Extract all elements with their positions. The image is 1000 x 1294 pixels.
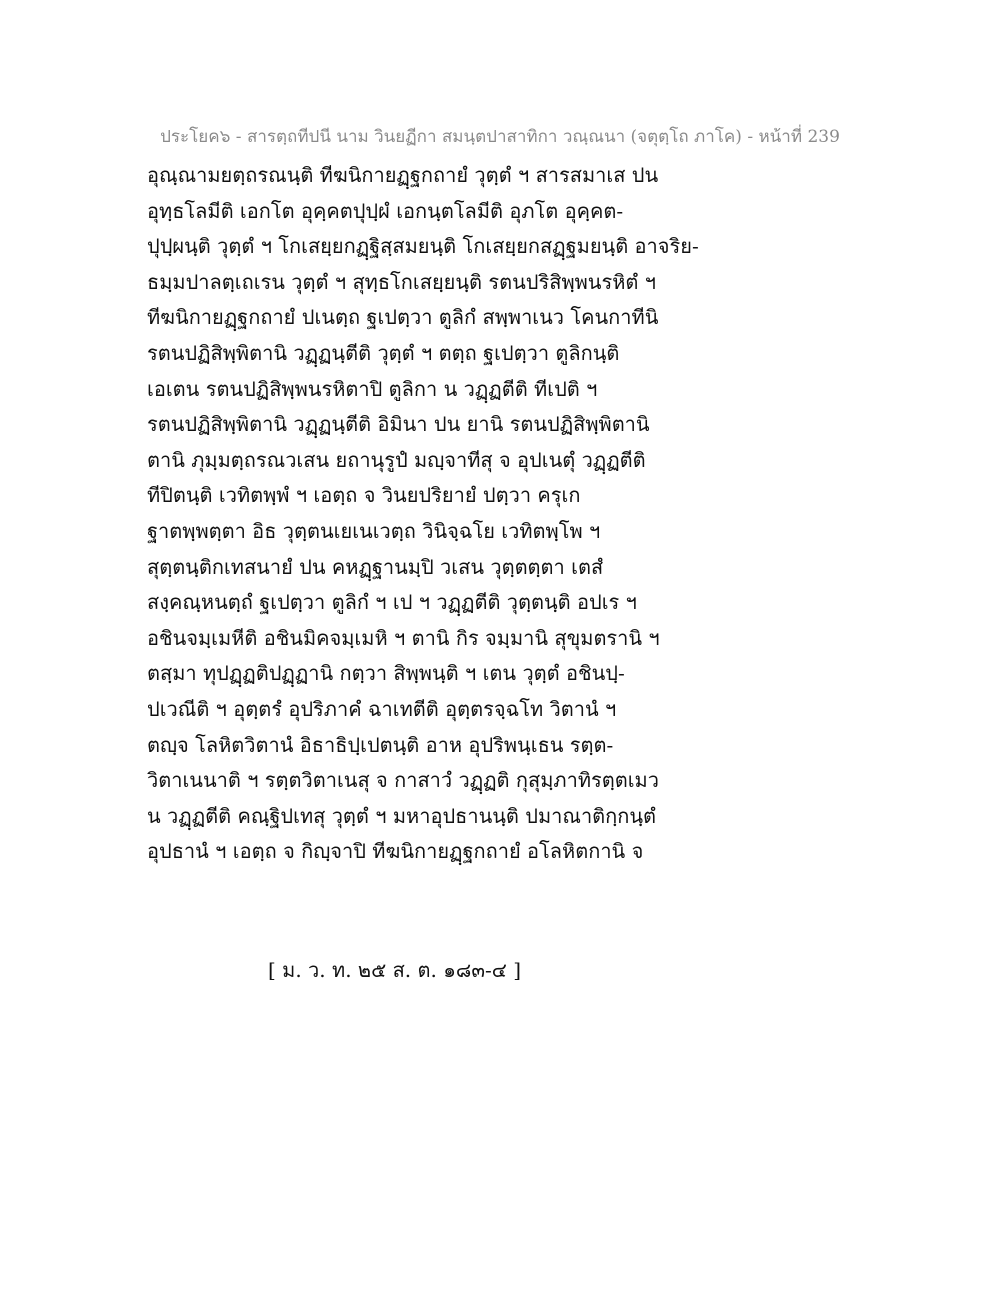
text-line: ปเวณีติ ฯ อุตฺตรํ อุปริภาคํ ฉาเทตีติ อุตฺตรจฺฉโท วิตานํ ฯ: [147, 696, 617, 721]
text-line: ทีฆนิกายฏฺฐกถายํ ปเนตฺถ ฐเปตฺวา ตูลิกํ สพฺพาเนว โคนกาทีนิ: [147, 305, 659, 330]
running-header: ประโยค๖ - สารตฺถทีปนี นาม วินยฏีกา สมนฺตปาสาทิกา วณฺณนา (จตุตฺโถ ภาโค) - หน้าที่ 239: [160, 127, 840, 147]
text-line: วิตาเนนาติ ฯ รตฺตวิตาเนสุ จ กาสาวํ วฏฺฏติ กุสุมฺภาทิรตฺตเมว: [147, 768, 659, 793]
text-line: ปุปฺผนฺติ วุตฺตํ ฯ โกเสยฺยกฏฺฐิสฺสมยนฺติ โกเสยฺยกสฏฺฐมยนฺติ อาจริย-: [147, 234, 699, 259]
body-text: [147, 158, 699, 870]
text-line: รตนปฏิสิพฺพิตานิ วฏฺฏนฺตีติ วุตฺตํ ฯ ตตฺถ ฐเปตฺวา ตูลิกนฺติ: [147, 340, 620, 365]
text-line: ธมฺมปาลตฺเถเรน วุตฺตํ ฯ สุทฺธโกเสยฺยนฺติ รตนปริสิพฺพนรหิตํ ฯ: [147, 269, 656, 294]
text-line: ตญฺจ โลหิตวิตานํ อิธาธิปฺเปตนฺติ อาห อุปริพนฺเธน รตฺต-: [147, 732, 614, 757]
text-line: อุณฺณามยตฺถรณนฺติ ทีฆนิกายฏฺฐกถายํ วุตฺตํ ฯ สารสมาเส ปน: [147, 163, 659, 187]
text-line: เอเตน รตนปฏิสิพฺพนรหิตาปิ ตูลิกา น วฏฺฏตีติ ทีเปติ ฯ: [147, 376, 598, 401]
text-line: ทีปิตนฺติ เวทิตพฺพํ ฯ เอตฺถ จ วินยปริยายํ ปตฺวา ครุเก: [147, 483, 581, 508]
text-line: อุปธานํ ฯ เอตฺถ จ กิญฺจาปิ ทีฆนิกายฏฺฐกถายํ อโลหิตกานิ จ: [147, 839, 644, 864]
text-line: ตานิ ภุมฺมตฺถรณวเสน ยถานุรูปํ มญฺจาทีสุ จ อุปเนตุํ วฏฺฏตีติ: [147, 447, 646, 472]
text-line: น วฏฺฏตีติ คณฺฐิปเทสุ วุตฺตํ ฯ มหาอุปธานนฺติ ปมาณาติกฺกนฺตํ: [147, 803, 657, 828]
source-reference: [ ม. ว. ท. ๒๕ ส. ต. ๑๘๓-๔ ]: [268, 958, 522, 982]
text-line: รตนปฏิสิพฺพิตานิ วฏฺฏนฺตีติ อิมินา ปน ยานิ รตนปฏิสิพฺพิตานิ: [147, 412, 650, 437]
text-line: ฐาตพฺพตฺตา อิธ วุตฺตนเยเนเวตฺถ วินิจฺฉโย เวทิตพฺโพ ฯ: [147, 518, 601, 543]
text-line: อุทฺธโลมีติ เอกโต อุคฺคตปุปฺผํ เอกนฺตโลมีติ อุภโต อุคฺคต-: [147, 198, 624, 223]
text-line: สุตฺตนฺติกเทสนายํ ปน คหฏฺฐานมฺปิ วเสน วุตฺตตฺตา เตสํ: [147, 554, 604, 579]
text-line: อชินจมฺเมหีติ อชินมิคจมฺเมหิ ฯ ตานิ กิร จมฺมานิ สุขุมตรานิ ฯ: [147, 625, 660, 650]
text-line: สงฺคณฺหนตฺถํ ฐเปตฺวา ตูลิกํ ฯ เป ฯ วฏฺฏตีติ วุตฺตนฺติ อปเร ฯ: [147, 590, 637, 615]
text-line: ตสฺมา ทุปฏฺฏติปฏฺฏานิ กตฺวา สิพฺพนฺติ ฯ เตน วุตฺตํ อชินปฺ-: [147, 661, 625, 686]
